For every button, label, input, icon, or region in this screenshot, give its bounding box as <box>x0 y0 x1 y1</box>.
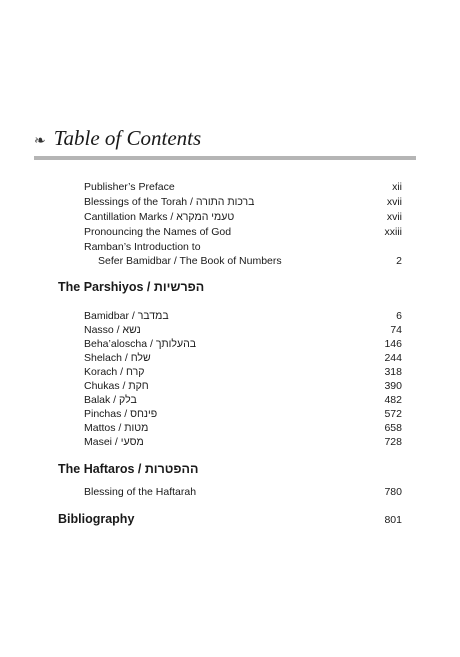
entry-title: Shelach / <box>84 352 131 364</box>
entry-page-number: 74 <box>390 324 402 336</box>
toc-entry-pronouncing-names[interactable] <box>84 225 402 239</box>
entry-page-number: 390 <box>384 380 402 392</box>
entry-page-number: xvii <box>386 211 402 223</box>
entry-hebrew-title: מסעי <box>120 436 144 448</box>
entry-title: Publisher’s Preface <box>84 181 175 193</box>
entry-page-number: 572 <box>384 408 402 420</box>
toc-entry-shelach[interactable] <box>84 351 402 365</box>
toc-entry-nasso[interactable] <box>84 323 402 337</box>
entry-title: Ramban’s Introduction to <box>84 241 201 253</box>
entry-title: Nasso / <box>84 324 123 336</box>
entry-page-number: 482 <box>384 394 402 406</box>
toc-entry-sefer-bamidbar[interactable] <box>84 254 402 268</box>
toc-entry-chukas[interactable] <box>84 379 402 393</box>
entry-title: Beha’aloscha / <box>84 338 156 350</box>
entry-hebrew-title: נשא <box>122 324 141 336</box>
entry-page-number: 801 <box>384 514 402 526</box>
entry-hebrew-title: מטות <box>124 422 149 434</box>
entry-hebrew-title: טעמי המקרא <box>176 211 235 223</box>
entry-hebrew-title: חקת <box>128 380 149 392</box>
toc-entry-blessings-of-the-torah[interactable] <box>84 195 402 209</box>
entry-title: Chukas / <box>84 380 129 392</box>
entry-page-number: 780 <box>384 486 402 498</box>
entry-page-number: xii <box>392 181 402 193</box>
entry-title: Cantillation Marks / <box>84 211 177 223</box>
toc-entry-mattos[interactable] <box>84 421 402 435</box>
toc-entry-blessing-of-haftarah[interactable] <box>84 485 402 499</box>
entry-hebrew-title: בלק <box>119 394 137 406</box>
toc-entry-bamidbar[interactable] <box>84 309 402 323</box>
entry-title: Mattos / <box>84 422 125 434</box>
entry-title: Pronouncing the Names of God <box>84 226 232 238</box>
entry-hebrew-title: ברכות התורה <box>195 196 255 208</box>
entry-page-number: 658 <box>384 422 402 434</box>
section-title-hebrew: ההפטרות <box>144 462 199 476</box>
entry-hebrew-title: שלח <box>130 352 151 364</box>
section-title-english: The Parshiyos / <box>58 280 154 294</box>
entry-page-number: 6 <box>396 310 402 322</box>
toc-entry-cantillation-marks[interactable] <box>84 210 402 224</box>
entry-title: Pinchas / <box>84 408 131 420</box>
section-title-hebrew: הפרשיות <box>153 280 205 294</box>
section-title-haftaros[interactable] <box>58 461 402 477</box>
toc-entry-korach[interactable] <box>84 365 402 379</box>
toc-entry-ramban-introduction[interactable] <box>84 240 402 254</box>
section-title-english: The Haftaros / <box>58 462 145 476</box>
toc-entry-behaaloscha[interactable] <box>84 337 402 351</box>
toc-entry-pinchas[interactable] <box>84 407 402 421</box>
entry-title: Korach / <box>84 366 127 378</box>
entry-page-number: 728 <box>384 436 402 448</box>
entry-hebrew-title: בהעלותך <box>155 338 197 350</box>
entry-page-number: xxiii <box>384 226 402 238</box>
entry-title: Sefer Bamidbar / The Book of Numbers <box>98 255 282 267</box>
fleuron-icon: ❧ <box>34 134 46 149</box>
toc-entry-balak[interactable] <box>84 393 402 407</box>
entry-page-number: xvii <box>386 196 402 208</box>
section-title-parshiyos[interactable] <box>58 279 402 295</box>
entry-hebrew-title: פינחס <box>130 408 158 420</box>
entry-hebrew-title: קרח <box>126 366 145 378</box>
entry-title: Masei / <box>84 436 121 448</box>
toc-entry-masei[interactable] <box>84 435 402 449</box>
toc-entry-publishers-preface[interactable] <box>84 180 402 194</box>
section-title-bibliography[interactable] <box>58 511 402 528</box>
entry-page-number: 146 <box>384 338 402 350</box>
entry-hebrew-title: במדבר <box>137 310 169 322</box>
toc-heading <box>34 126 201 151</box>
heading-rule <box>34 156 416 160</box>
entry-page-number: 318 <box>384 366 402 378</box>
entry-page-number: 2 <box>396 255 402 267</box>
entry-title: Blessings of the Torah / <box>84 196 196 208</box>
entry-title: Bamidbar / <box>84 310 138 322</box>
page-title: Table of Contents <box>53 126 202 150</box>
entry-title: Blessing of the Haftarah <box>84 486 197 498</box>
section-title-english: Bibliography <box>58 512 135 526</box>
entry-page-number: 244 <box>384 352 402 364</box>
entry-title: Balak / <box>84 394 120 406</box>
